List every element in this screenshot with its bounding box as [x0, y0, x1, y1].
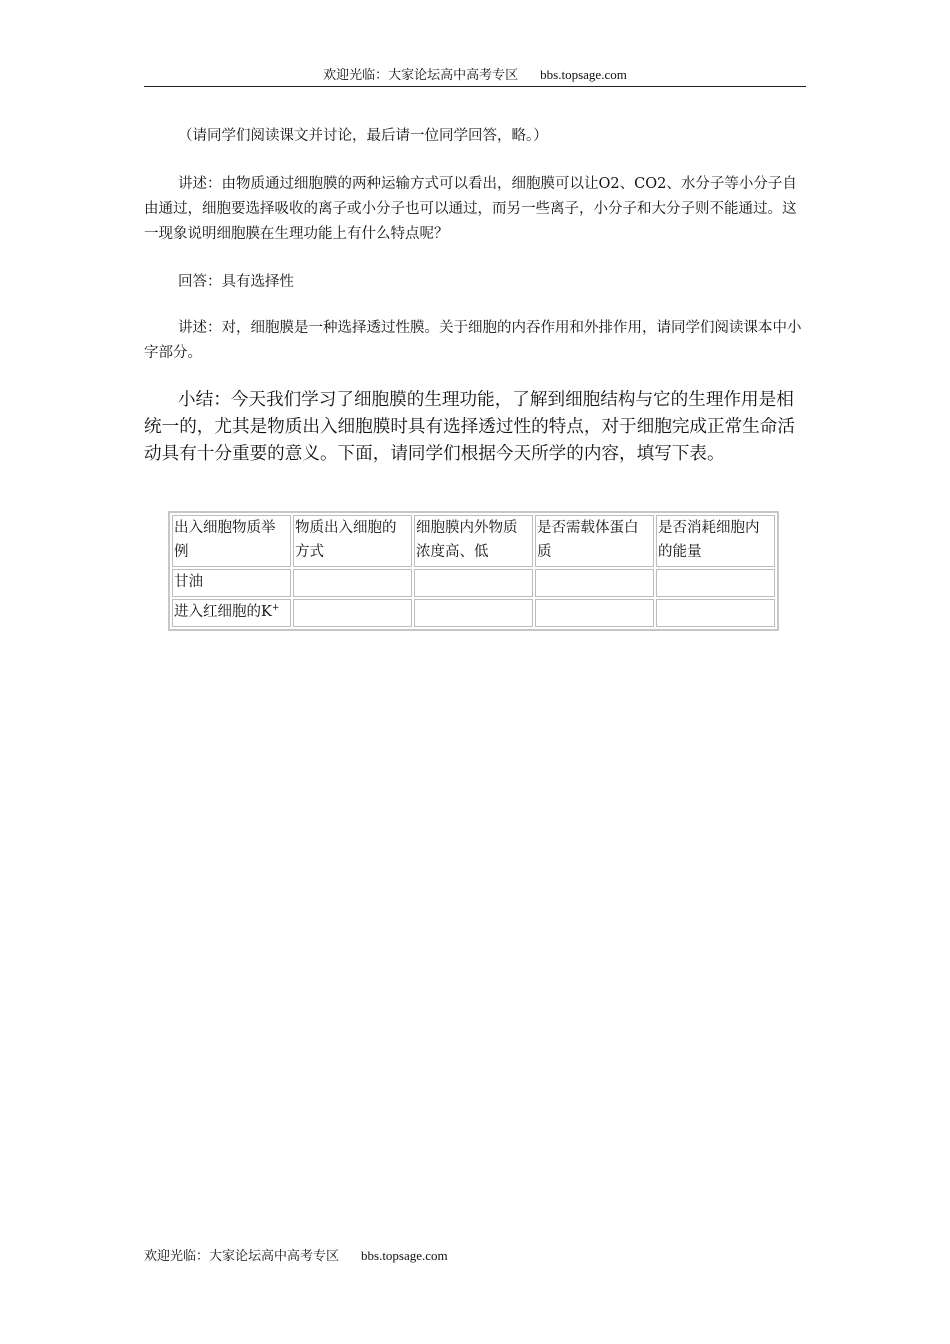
table-cell-empty[interactable] — [535, 569, 654, 597]
footer-url-link[interactable]: bbs.topsage.com — [361, 1248, 448, 1263]
header-welcome-text: 欢迎光临：大家论坛高中高考专区 — [323, 68, 519, 83]
table-cell-empty[interactable] — [414, 569, 533, 597]
table-cell-example: 甘油 — [172, 569, 291, 597]
table-cell-example-text: 进入红细胞的K — [174, 604, 272, 620]
page-header — [144, 66, 806, 87]
table-row — [172, 599, 775, 627]
page-footer — [144, 1247, 448, 1266]
table-row — [172, 569, 775, 597]
table-cell-empty[interactable] — [293, 599, 412, 627]
paragraph-summary: 小结：今天我们学习了细胞膜的生理功能，了解到细胞结构与它的生理作用是相统一的，尤其是物质出入细胞膜时具有选择透过性的特点，对于细胞完成正常生命活动具有十分重要的意义。下面，请同学们根据今天所学的内容，填写下表。 — [144, 390, 795, 464]
table-cell-empty[interactable] — [293, 569, 412, 597]
paragraph-lecture-transport: 讲述：由物质通过细胞膜的两种运输方式可以看出，细胞膜可以让O2、CO2、水分子等小分子自由通过，细胞要选择吸收的离子或小分子也可以通过，而另一些离子，小分子和大分子则不能通过。这一现象说明细胞膜在生理功能上有什么特点呢？ — [144, 176, 797, 242]
superscript-plus: + — [271, 603, 280, 614]
table-header-row — [172, 515, 775, 567]
table-header-cell: 是否需载体蛋白质 — [535, 515, 654, 567]
table-header-cell: 出入细胞物质举例 — [172, 515, 291, 567]
table-cell-example — [172, 599, 291, 627]
table-cell-empty[interactable] — [535, 599, 654, 627]
table-header-cell: 是否消耗细胞内的能量 — [656, 515, 775, 567]
footer-welcome-text: 欢迎光临：大家论坛高中高考专区 — [144, 1249, 340, 1264]
header-url-link[interactable]: bbs.topsage.com — [540, 67, 627, 82]
paragraph-discussion-note: （请同学们阅读课文并讨论，最后请一位同学回答，略。） — [178, 128, 548, 144]
table-header-cell: 物质出入细胞的方式 — [293, 515, 412, 567]
fill-in-table — [168, 511, 779, 631]
table-cell-empty[interactable] — [414, 599, 533, 627]
fill-in-table-container — [168, 511, 779, 631]
paragraph-answer: 回答：具有选择性 — [178, 274, 294, 290]
paragraph-lecture-selective: 讲述：对，细胞膜是一种选择透过性膜。关于细胞的内吞作用和外排作用，请同学们阅读课本中小字部分。 — [144, 320, 802, 361]
table-header-cell: 细胞膜内外物质浓度高、低 — [414, 515, 533, 567]
table-cell-empty[interactable] — [656, 569, 775, 597]
table-cell-empty[interactable] — [656, 599, 775, 627]
